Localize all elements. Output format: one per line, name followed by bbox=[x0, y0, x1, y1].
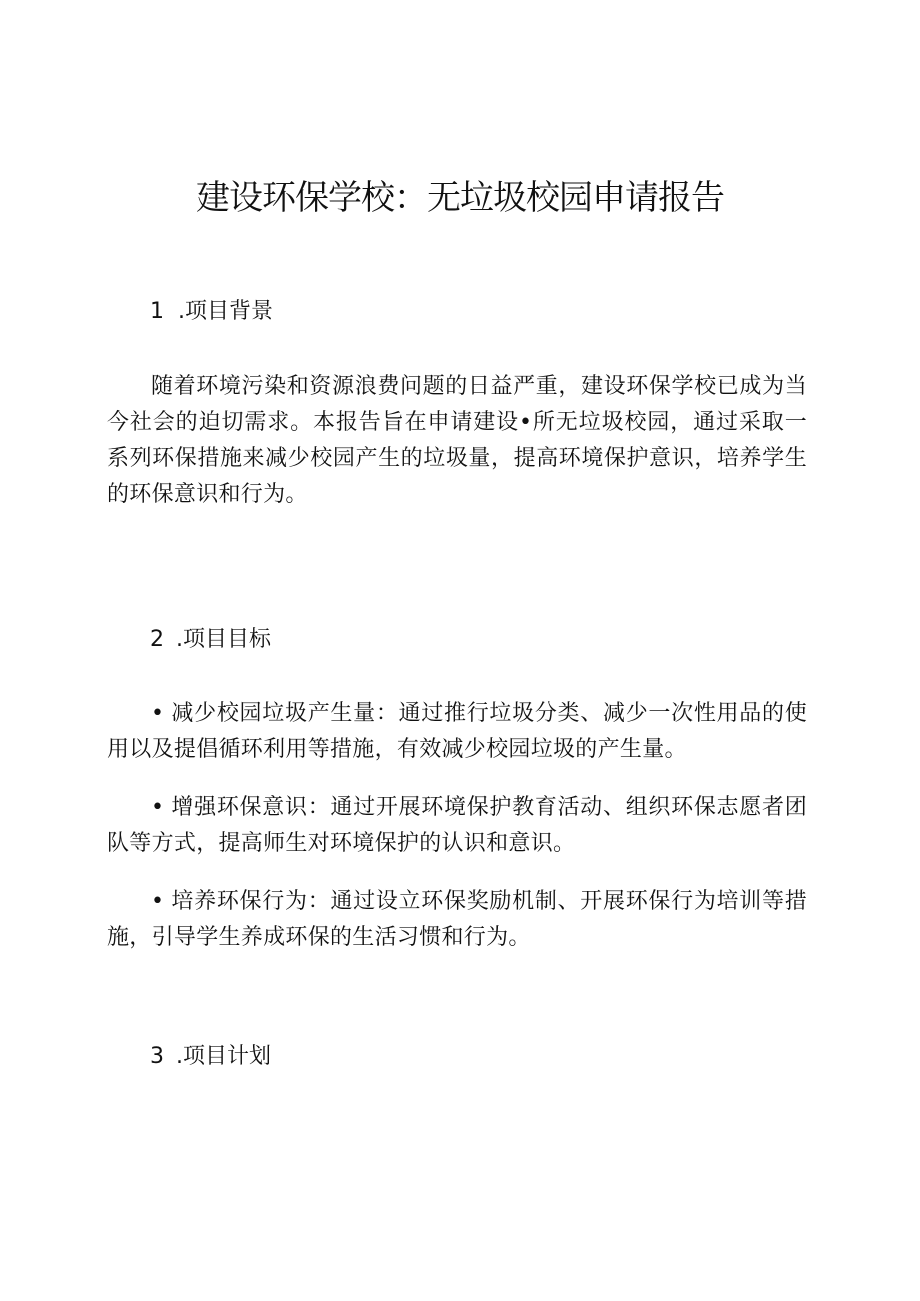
background-paragraph: 随着环境污染和资源浪费问题的日益严重，建设环保学校已成为当今社会的迫切需求。本报告旨在申请建设•所无垃圾校园，通过采取一系列环保措施来减少校园产生的垃圾量，提高环境保护意识，培养学生的环保意识和行为。 bbox=[107, 374, 807, 507]
section-heading-text: .项目计划 bbox=[176, 1044, 271, 1069]
section-heading-background bbox=[150, 295, 273, 329]
bullet-icon: • bbox=[151, 701, 165, 726]
section-heading-text: .项目目标 bbox=[176, 627, 271, 652]
goal-bullet-text: 增强环保意识：通过开展环境保护教育活动、组织环保志愿者团队等方式，提高师生对环境保护的认识和意识。 bbox=[107, 795, 807, 856]
section-number: 1 bbox=[150, 299, 164, 324]
goal-bullet-item bbox=[107, 790, 807, 862]
goal-bullet-item bbox=[107, 884, 807, 956]
page-title: 建设环保学校：无垃圾校园申请报告 bbox=[196, 178, 724, 218]
goal-bullet-item bbox=[107, 696, 807, 768]
section-heading-text: .项目背景 bbox=[178, 299, 273, 324]
section-heading-goals bbox=[150, 623, 271, 657]
bullet-icon: • bbox=[151, 889, 165, 914]
goal-bullet-text: 减少校园垃圾产生量：通过推行垃圾分类、减少一次性用品的使用以及提倡循环利用等措施，有效减少校园垃圾的产生量。 bbox=[107, 701, 807, 762]
section-heading-plan bbox=[150, 1040, 271, 1074]
bullet-icon: • bbox=[151, 795, 165, 820]
section-number: 3 bbox=[150, 1044, 164, 1069]
section-number: 2 bbox=[150, 627, 164, 652]
goal-bullet-text: 培养环保行为：通过设立环保奖励机制、开展环保行为培训等措施，引导学生养成环保的生活习惯和行为。 bbox=[107, 889, 807, 950]
